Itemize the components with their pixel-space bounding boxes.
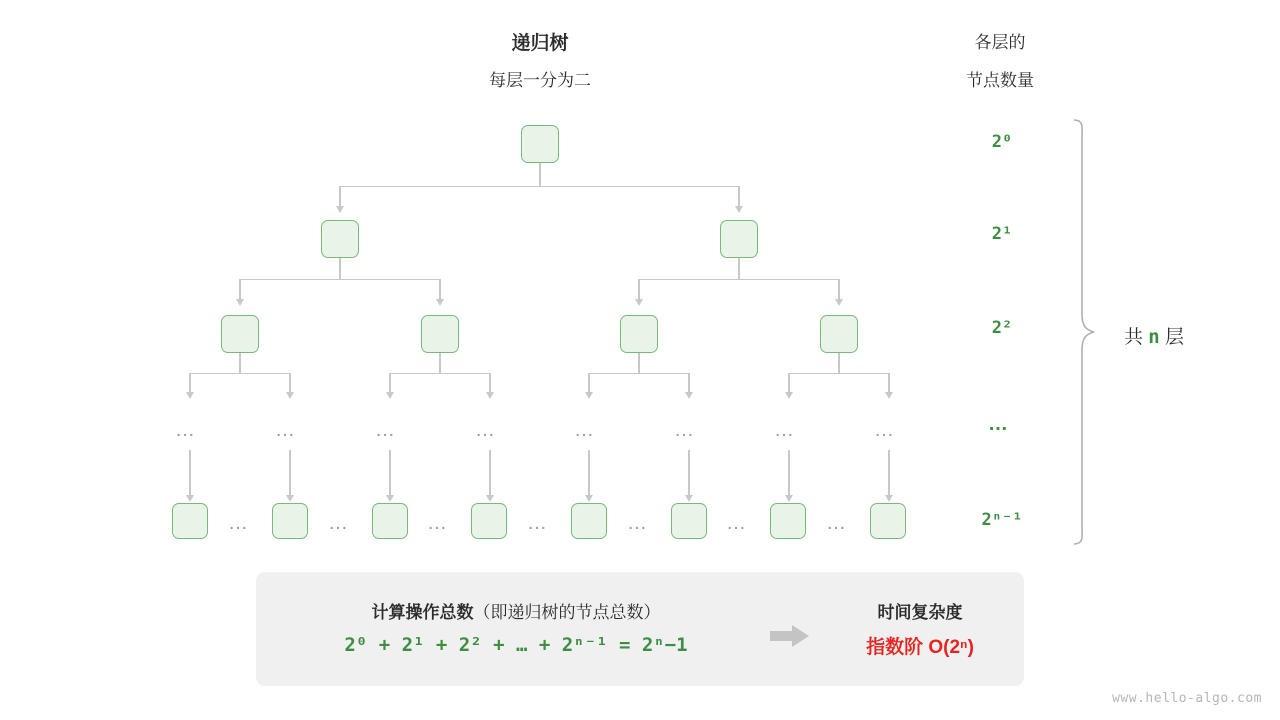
ellipsis-dots: … — [328, 512, 351, 534]
operations-total-title-light: （即递归树的节点总数） — [473, 603, 661, 622]
level-count-label-0: 2⁰ — [991, 132, 1013, 152]
connector-line — [289, 450, 290, 498]
connector-line — [639, 279, 839, 280]
connector-line — [888, 450, 889, 498]
tree-node — [221, 315, 259, 353]
time-complexity-title: 时间复杂度 — [877, 603, 963, 622]
arrow-head-icon — [436, 299, 444, 306]
ellipsis-dots: … — [674, 419, 697, 441]
operations-total-title-bold: 计算操作总数 — [371, 603, 474, 622]
connector-line — [189, 373, 190, 394]
connector-line — [190, 373, 290, 374]
connector-line — [838, 353, 839, 374]
connector-line — [239, 353, 240, 374]
total-layers-suffix: 层 — [1165, 327, 1185, 348]
time-complexity-value: 指数阶 O(2ⁿ) — [866, 637, 974, 658]
tree-node-leaf — [272, 503, 308, 539]
ellipsis-dots: … — [175, 419, 198, 441]
arrow-head-icon — [635, 299, 643, 306]
arrow-head-icon — [585, 392, 593, 399]
connector-line — [439, 353, 440, 374]
connector-line — [489, 450, 490, 498]
diagram-subtitle: 每层一分为二 — [489, 71, 591, 90]
connector-line — [838, 279, 839, 301]
connector-line — [340, 186, 739, 187]
total-layers-label — [1124, 322, 1184, 349]
arrow-head-icon — [885, 392, 893, 399]
ellipsis-dots: … — [874, 419, 897, 441]
connector-line — [339, 186, 340, 208]
connector-line — [588, 450, 589, 498]
connector-line — [788, 373, 789, 394]
total-layers-prefix: 共 — [1124, 327, 1144, 348]
ellipsis-dots: … — [627, 512, 650, 534]
arrow-head-icon — [236, 299, 244, 306]
arrow-head-icon — [585, 495, 593, 502]
arrow-head-icon — [735, 206, 743, 213]
connector-line — [788, 450, 789, 498]
ellipsis-dots: … — [726, 512, 749, 534]
connector-line — [390, 373, 490, 374]
level-count-label-4: 2ⁿ⁻¹ — [981, 510, 1023, 530]
level-count-label-2: 2² — [991, 318, 1013, 338]
level-count-label-1: 2¹ — [991, 224, 1013, 244]
tree-node-leaf — [172, 503, 208, 539]
arrow-head-icon — [885, 495, 893, 502]
connector-line — [688, 373, 689, 394]
right-column-title-line1: 各层的 — [974, 33, 1026, 52]
connector-line — [789, 373, 889, 374]
tree-node — [620, 315, 658, 353]
connector-line — [638, 279, 639, 301]
tree-node-leaf — [671, 503, 707, 539]
diagram-title: 递归树 — [511, 33, 569, 54]
arrow-head-icon — [186, 495, 194, 502]
connector-line — [289, 373, 290, 394]
ellipsis-dots: … — [527, 512, 550, 534]
arrow-head-icon — [486, 495, 494, 502]
tree-node-root — [521, 125, 559, 163]
arrow-head-icon — [486, 392, 494, 399]
ellipsis-dots: … — [275, 419, 298, 441]
connector-line — [589, 373, 689, 374]
ellipsis-dots: … — [475, 419, 498, 441]
right-column-title-line2: 节点数量 — [966, 71, 1034, 90]
connector-line — [389, 373, 390, 394]
arrow-head-icon — [286, 495, 294, 502]
ellipsis-dots: … — [826, 512, 849, 534]
tree-node — [720, 220, 758, 258]
tree-node-leaf — [770, 503, 806, 539]
connector-line — [189, 450, 190, 498]
total-layers-n: n — [1148, 326, 1160, 348]
arrow-head-icon — [785, 392, 793, 399]
arrow-head-icon — [785, 495, 793, 502]
operations-total-title — [256, 598, 776, 623]
connector-line — [638, 353, 639, 374]
tree-node-leaf — [571, 503, 607, 539]
connector-line — [339, 258, 340, 280]
ellipsis-dots: … — [774, 419, 797, 441]
connector-line — [389, 450, 390, 498]
operations-formula: 2⁰ + 2¹ + 2² + … + 2ⁿ⁻¹ = 2ⁿ−1 — [344, 634, 688, 656]
level-count-label-3: … — [988, 413, 1011, 435]
connector-line — [239, 279, 240, 301]
tree-node — [321, 220, 359, 258]
arrow-head-icon — [386, 392, 394, 399]
brace-icon — [1070, 118, 1100, 546]
arrow-right-icon — [770, 624, 810, 648]
connector-line — [588, 373, 589, 394]
ellipsis-dots: … — [574, 419, 597, 441]
arrow-head-icon — [685, 495, 693, 502]
arrow-head-icon — [186, 392, 194, 399]
connector-line — [688, 450, 689, 498]
tree-node-leaf — [870, 503, 906, 539]
arrow-head-icon — [336, 206, 344, 213]
tree-node-leaf — [372, 503, 408, 539]
connector-line — [489, 373, 490, 394]
tree-node-leaf — [471, 503, 507, 539]
connector-line — [539, 163, 540, 187]
arrow-head-icon — [286, 392, 294, 399]
ellipsis-dots: … — [427, 512, 450, 534]
arrow-head-icon — [685, 392, 693, 399]
connector-line — [439, 279, 440, 301]
connector-line — [738, 258, 739, 280]
connector-line — [738, 186, 739, 208]
arrow-head-icon — [386, 495, 394, 502]
arrow-head-icon — [835, 299, 843, 306]
watermark: www.hello-algo.com — [1112, 691, 1262, 706]
ellipsis-dots: … — [228, 512, 251, 534]
connector-line — [240, 279, 440, 280]
ellipsis-dots: … — [375, 419, 398, 441]
tree-node — [820, 315, 858, 353]
connector-line — [888, 373, 889, 394]
tree-node — [421, 315, 459, 353]
summary-panel — [256, 572, 1024, 686]
